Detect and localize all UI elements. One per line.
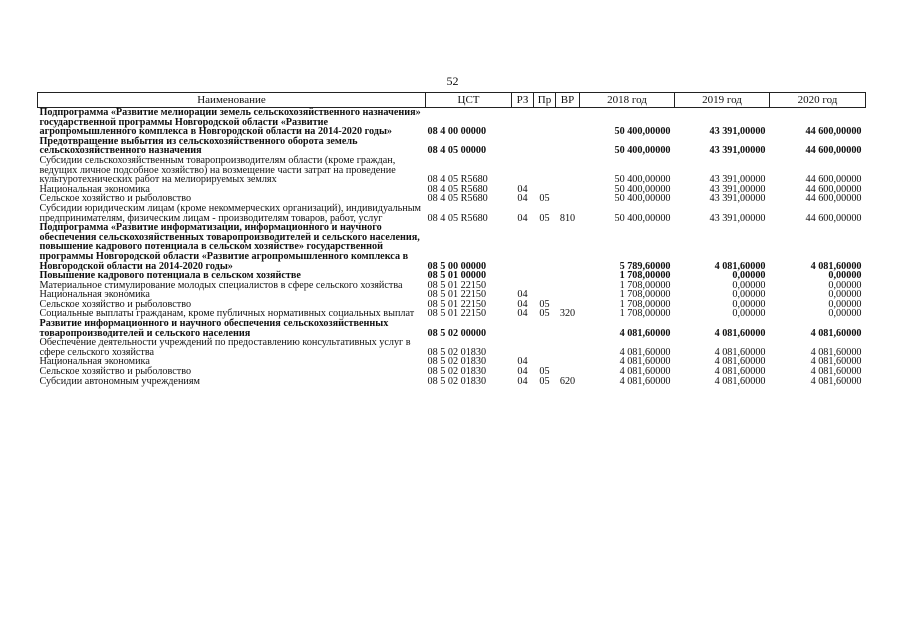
row-2019: 0,00000 [732,298,766,310]
row-2018: 4 081,60000 [619,375,671,387]
row-vr [556,290,580,300]
header-2020: 2020 год [770,93,866,108]
row-name: Сельское хозяйство и рыболовство [39,366,192,378]
row-rz [512,156,534,185]
row-cst: 08 5 02 01830 [427,346,487,358]
row-rz [512,319,534,338]
row-rz: 04 [517,193,528,205]
row-2020: 44 600,00000 [805,212,862,224]
row-2018: 50 400,00000 [614,212,671,224]
row-name: Национальная экономика [39,183,150,195]
row-2019: 0,00000 [732,279,766,291]
row-pr [534,156,556,185]
row-2020: 0,00000 [828,270,862,282]
row-name: Материальное стимулирование молодых специалистов в сфере сельского хозяйства [39,279,403,291]
row-cst: 08 4 00 00000 [427,126,487,138]
row-2018: 50 400,00000 [614,193,671,205]
row-pr [534,319,556,338]
row-2020: 0,00000 [828,298,862,310]
row-name: Повышение кадрового потенциала в сельском хозяйстве [39,270,301,282]
row-cst: 08 5 02 01830 [427,356,487,368]
row-name: Национальная экономика [39,289,150,301]
table-row [38,319,866,338]
row-2020: 4 081,60000 [810,260,862,272]
row-2020: 0,00000 [828,279,862,291]
row-name: Субсидии юридическим лицам (кроме некоммерческих организаций), индивидуальным предпринимателям, физическим лицам - производителям товаров, работ, услуг [39,202,421,224]
page-number: 52 [446,74,459,88]
row-cst: 08 5 01 00000 [427,270,487,282]
row-vr [556,338,580,357]
row-rz: 04 [517,212,528,224]
header-rz: РЗ [512,93,534,108]
row-vr [556,137,580,156]
table-header [38,93,866,108]
row-rz: 04 [517,298,528,310]
row-cst: 08 4 05 R5680 [427,174,488,186]
row-2019: 43 391,00000 [709,174,766,186]
row-2019: 43 391,00000 [709,212,766,224]
row-pr: 05 [539,298,550,310]
row-2019: 4 081,60000 [714,375,766,387]
row-2020: 4 081,60000 [810,346,862,358]
row-rz: 04 [517,375,528,387]
row-2018: 4 081,60000 [619,356,671,368]
row-2018: 50 400,00000 [614,183,671,195]
row-cst: 08 4 05 R5680 [427,212,488,224]
row-name: Субсидии автономным учреждениям [39,375,200,387]
row-2018: 1 708,00000 [619,298,671,310]
row-2018: 4 081,60000 [619,366,671,378]
row-2019: 43 391,00000 [709,193,766,205]
row-pr [534,338,556,357]
row-name: Предотвращение выбытия из сельскохозяйственного оборота земель сельскохозяйственного назначения [39,135,358,157]
row-2019: 4 081,60000 [714,366,766,378]
row-2019: 43 391,00000 [709,126,766,138]
row-pr [534,137,556,156]
row-cst: 08 5 01 22150 [427,289,487,301]
row-2018: 50 400,00000 [614,126,671,138]
row-rz: 04 [517,289,528,301]
header-row [38,93,866,108]
row-pr: 05 [539,212,550,224]
row-vr [556,357,580,367]
row-2018: 4 081,60000 [619,346,671,358]
row-cst: 08 5 01 22150 [427,279,487,291]
row-2019: 4 081,60000 [714,346,766,358]
row-vr: 320 [559,308,576,320]
row-2019: 0,00000 [732,270,766,282]
row-2019: 0,00000 [732,308,766,320]
row-2018: 5 789,60000 [619,260,671,272]
table-row [38,137,866,156]
row-vr [556,108,580,137]
row-cst: 08 4 05 R5680 [427,183,488,195]
row-name: Обеспечение деятельности учреждений по предоставлению консультативных услуг в сфере сельского хозяйства [39,337,411,358]
row-2020: 44 600,00000 [805,145,862,157]
row-vr [556,281,580,291]
row-vr: 620 [559,375,576,387]
header-vr: ВР [556,93,580,108]
row-2020: 44 600,00000 [805,193,862,205]
row-rz: 04 [517,356,528,368]
row-rz: 04 [517,308,528,320]
row-rz [512,137,534,156]
row-2019: 4 081,60000 [714,260,766,272]
row-rz [512,338,534,357]
row-pr [534,108,556,137]
row-2020: 0,00000 [828,289,862,301]
row-2019: 4 081,60000 [714,327,766,339]
row-pr [534,223,556,271]
table-row [38,156,866,185]
row-pr: 05 [539,375,550,387]
row-cst: 08 4 05 00000 [427,145,487,157]
row-2018: 1 708,00000 [619,289,671,301]
table-row [38,223,866,271]
row-2019: 43 391,00000 [709,145,766,157]
row-2020: 4 081,60000 [810,327,862,339]
row-2018: 50 400,00000 [614,145,671,157]
row-cst: 08 5 00 00000 [427,260,487,272]
row-2019: 0,00000 [732,289,766,301]
row-pr: 05 [539,193,550,205]
header-cst: ЦСТ [426,93,512,108]
header-name: Наименование [38,93,426,108]
table-row [38,108,866,137]
row-rz: 04 [517,366,528,378]
table-row [38,338,866,357]
header-2019: 2019 год [675,93,770,108]
row-2018: 1 708,00000 [619,279,671,291]
header-pr: Пр [534,93,556,108]
header-2018: 2018 год [580,93,675,108]
row-2020: 44 600,00000 [805,174,862,186]
table-row [38,204,866,223]
row-2018: 1 708,00000 [619,308,671,320]
row-rz: 04 [517,183,528,195]
row-2020: 44 600,00000 [805,126,862,138]
row-2020: 4 081,60000 [810,366,862,378]
row-vr: 810 [559,212,576,224]
table-row [38,377,866,387]
row-2019: 4 081,60000 [714,356,766,368]
budget-table [37,92,866,386]
row-rz [512,223,534,271]
row-name: Подпрограмма «Развитие информатизации, информационного и научного обеспечения сельскохозяйственных товаропроизводителей и сельского населения, повышение кадрового потенциала в сельском хозяйстве» государственной программы Новгородской области «Развитие агропромышленного комплекса в Новгородской области на 2014-2020 годы» [39,222,420,272]
row-vr [556,223,580,271]
row-2018: 1 708,00000 [619,270,671,282]
row-2020: 4 081,60000 [810,356,862,368]
row-pr [534,271,556,281]
row-pr [534,281,556,291]
row-name: Сельское хозяйство и рыболовство [39,298,192,310]
row-vr [556,156,580,185]
row-cst: 08 4 05 R5680 [427,193,488,205]
row-vr [556,271,580,281]
row-vr [556,185,580,195]
row-2018: 50 400,00000 [614,174,671,186]
row-2020: 44 600,00000 [805,183,862,195]
row-name: Развитие информационного и научного обеспечения сельскохозяйственных товаропроизводителей и сельского населения [39,318,389,339]
row-2020: 0,00000 [828,308,862,320]
row-name: Субсидии сельскохозяйственным товаропроизводителям области (кроме граждан, ведущих личное подсобное хозяйство) на возмещение части затрат на проведение культуротехнических работ на мелиорируемых землях [39,154,396,186]
row-cst: 08 5 01 22150 [427,298,487,310]
row-cst: 08 5 02 00000 [427,327,487,339]
row-rz [512,271,534,281]
row-pr: 05 [539,308,550,320]
row-cst: 08 5 02 01830 [427,375,487,387]
row-name: Подпрограмма «Развитие мелиорации земель сельскохозяйственного назначения» государственной программы Новгородской области «Развитие агропромышленного комплекса в Новгородской области на 2014-2020 годы» [39,107,421,138]
table-body [38,108,866,387]
row-2018: 4 081,60000 [619,327,671,339]
row-pr: 05 [539,366,550,378]
row-vr [556,319,580,338]
row-cst: 08 5 02 01830 [427,366,487,378]
row-vr [556,194,580,204]
row-2019: 43 391,00000 [709,183,766,195]
row-cst: 08 5 01 22150 [427,308,487,320]
row-name: Сельское хозяйство и рыболовство [39,193,192,205]
row-name: Социальные выплаты гражданам, кроме публичных нормативных социальных выплат [39,308,415,320]
row-2020: 4 081,60000 [810,375,862,387]
row-rz [512,108,534,137]
row-name: Национальная экономика [39,356,150,368]
